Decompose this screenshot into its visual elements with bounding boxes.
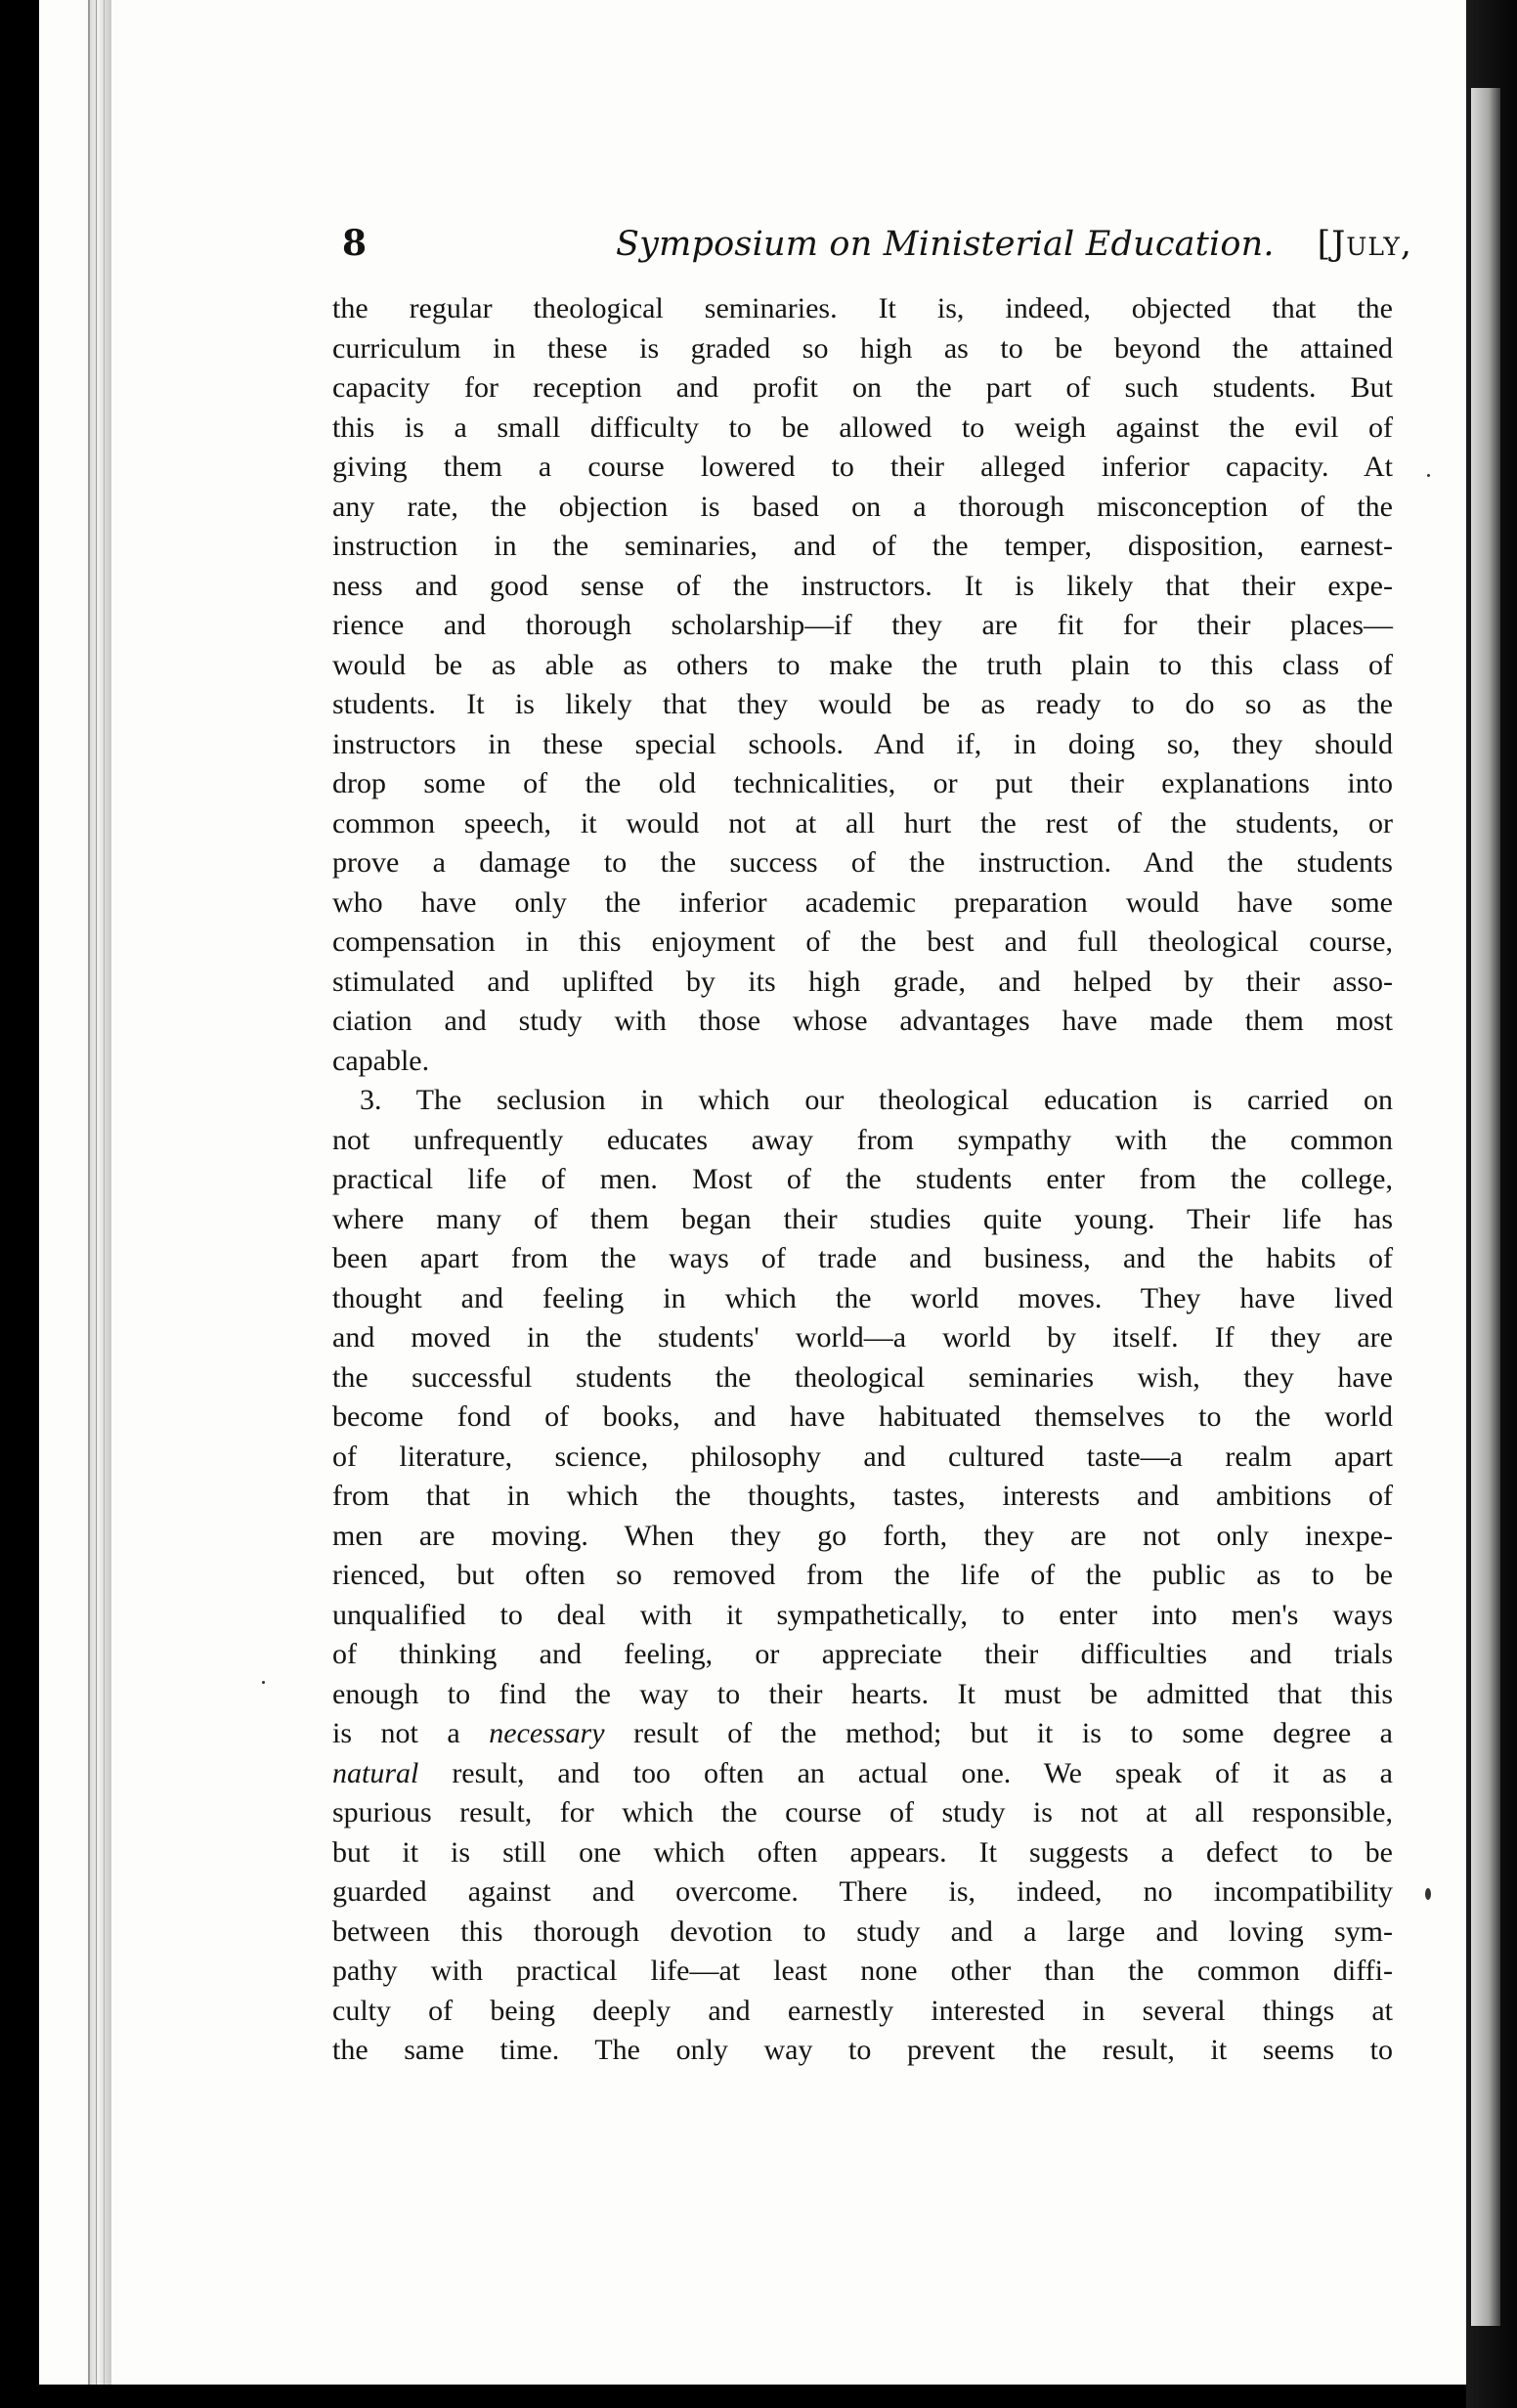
gutter-line: [96, 0, 97, 2385]
text-line: giving them a course lowered to their alleged inferior capacity. At: [332, 451, 1393, 483]
scan-speck: [1425, 1888, 1431, 1900]
text-line: of literature, science, philosophy and cultured taste—a realm apart: [332, 1440, 1393, 1473]
text-line: become fond of books, and have habituated themselves to the world: [332, 1400, 1393, 1433]
text-line: drop some of the old technicalities, or put their explanations into: [332, 767, 1393, 799]
page-number: 8: [342, 223, 368, 264]
text-line: the regular theological seminaries. It is, indeed, objected that the: [332, 292, 1393, 324]
text-line: the successful students the theological seminaries wish, they have: [332, 1360, 1393, 1394]
text-line: would be as able as others to make the truth plain to this class of: [332, 648, 1393, 681]
text-line: been apart from the ways of trade and business, and the habits of: [332, 1242, 1393, 1274]
text-line: this is a small difficulty to be allowed to weigh against the evil of: [332, 410, 1393, 444]
running-date: [July,: [1317, 225, 1412, 264]
gutter-line: [104, 0, 105, 2385]
text-line: unqualified to deal with it sympathetically, to enter into men's ways: [332, 1598, 1393, 1631]
text-line: the same time. The only way to prevent the result, it seems to: [332, 2034, 1393, 2066]
text-line: practical life of men. Most of the students enter from the college,: [332, 1163, 1393, 1195]
text-line: students. It is likely that they would be as ready to do so as the: [332, 688, 1393, 720]
text-line: ness and good sense of the instructors. It is likely that their expe-: [332, 569, 1393, 602]
text-line: instructors in these special schools. And if, in doing so, they should: [332, 727, 1393, 760]
text-line: but it is still one which often appears. It suggests a defect to be: [332, 1835, 1393, 1869]
text-line: rienced, but often so removed from the life of the public as to be: [332, 1559, 1393, 1591]
text-line: capacity for reception and profit on the part of such students. But: [332, 371, 1393, 404]
text-line: guarded against and overcome. There is, indeed, no incompatibility: [332, 1875, 1393, 1908]
text-line: is not a necessary result of the method; but it is to some degree a: [332, 1717, 1393, 1749]
text-line: instruction in the seminaries, and of the temper, disposition, earnest-: [332, 530, 1393, 562]
italic-word: necessary: [489, 1717, 605, 1749]
text-line: natural result, and too often an actual one. We speak of it as a: [332, 1756, 1393, 1789]
italic-word: natural: [332, 1756, 419, 1789]
text-line: rience and thorough scholarship—if they are fit for their places—: [332, 609, 1393, 641]
scan-speck: [1427, 474, 1430, 477]
binding-gutter: [90, 0, 111, 2385]
book-page: [39, 0, 1466, 2385]
text-line: of thinking and feeling, or appreciate their difficulties and trials: [332, 1638, 1393, 1670]
text-line: from that in which the thoughts, tastes, interests and ambitions of: [332, 1480, 1393, 1512]
running-title: Symposium on Ministerial Education.: [616, 225, 1275, 264]
next-page-edge: [1471, 88, 1500, 2326]
text-line: and moved in the students' world—a world by itself. If they are: [332, 1321, 1393, 1354]
text-line: not unfrequently educates away from sympathy with the common: [332, 1123, 1393, 1156]
text-line: between this thorough devotion to study and a large and loving sym-: [332, 1914, 1393, 1948]
text-line: prove a damage to the success of the instruction. And the students: [332, 846, 1393, 879]
text-line: curriculum in these is graded so high as to be beyond the attained: [332, 331, 1393, 365]
text-line: who have only the inferior academic preparation would have some: [332, 885, 1393, 919]
body-text: [332, 289, 1393, 2071]
running-header: [342, 223, 1412, 278]
text-line: spurious result, for which the course of study is not at all responsible,: [332, 1796, 1393, 1828]
text-line: 3. The seclusion in which our theological education is carried on: [360, 1084, 1393, 1116]
text-line: culty of being deeply and earnestly interested in several things at: [332, 1994, 1393, 2027]
text-line: ciation and study with those whose advantages have made them most: [332, 1005, 1393, 1037]
scan-speck: [262, 1681, 265, 1684]
text-line: enough to find the way to their hearts. It must be admitted that this: [332, 1677, 1393, 1710]
gutter-line: [88, 0, 90, 2385]
text-line: where many of them began their studies quite young. Their life has: [332, 1202, 1393, 1235]
text-line: thought and feeling in which the world moves. They have lived: [332, 1281, 1393, 1314]
text-line: compensation in this enjoyment of the best and full theological course,: [332, 925, 1393, 958]
text-line: stimulated and uplifted by its high grade, and helped by their asso-: [332, 965, 1393, 998]
text-line: capable.: [332, 1044, 430, 1077]
text-line: pathy with practical life—at least none other than the common diffi-: [332, 1955, 1393, 1987]
text-line: common speech, it would not at all hurt the rest of the students, or: [332, 806, 1393, 839]
text-line: men are moving. When they go forth, they are not only inexpe-: [332, 1519, 1393, 1552]
text-line: any rate, the objection is based on a thorough misconception of the: [332, 490, 1393, 523]
